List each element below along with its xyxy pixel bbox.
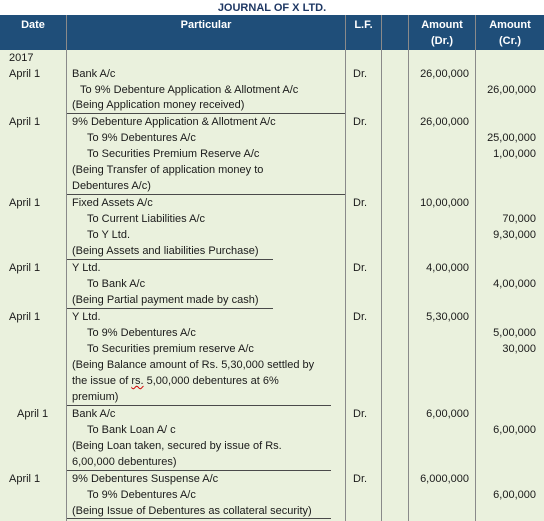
credit-amount: 26,00,000 bbox=[487, 84, 536, 96]
entry-line: To 9% Debentures A/c bbox=[87, 489, 196, 501]
header-lf: L.F. bbox=[354, 19, 373, 31]
entry-line: To Securities Premium Reserve A/c bbox=[87, 148, 260, 160]
entry-line: To Securities premium reserve A/c bbox=[87, 343, 254, 355]
entry-narration: (Being Transfer of application money to bbox=[72, 164, 264, 176]
header-date: Date bbox=[21, 19, 45, 31]
credit-amount: 25,00,000 bbox=[487, 132, 536, 144]
credit-amount: 5,00,000 bbox=[493, 327, 536, 339]
entry-line: Y Ltd. bbox=[72, 262, 101, 274]
entry-narration: Debentures A/c) bbox=[72, 180, 151, 192]
entry-line: To Y Ltd. bbox=[87, 229, 131, 241]
col-divider bbox=[381, 15, 382, 521]
dr-mark: Dr. bbox=[353, 311, 368, 323]
entry-narration: (Being Partial payment made by cash) bbox=[72, 294, 259, 306]
entry-narration bbox=[72, 373, 279, 389]
header-amount-cr bbox=[476, 15, 544, 50]
header-particular: Particular bbox=[180, 19, 232, 31]
credit-amount: 1,00,000 bbox=[493, 148, 536, 160]
journal-title: JOURNAL OF X LTD. bbox=[217, 2, 327, 14]
entry-line: To Bank A/c bbox=[87, 278, 146, 290]
credit-amount: 70,000 bbox=[502, 213, 536, 225]
dr-mark: Dr. bbox=[353, 473, 368, 485]
credit-amount: 4,00,000 bbox=[493, 278, 536, 290]
header-amount-dr-sub: (Dr.) bbox=[431, 35, 453, 47]
entry-narration: (Being Loan taken, secured by issue of Rs. bbox=[72, 440, 282, 452]
entry-line: Bank A/c bbox=[72, 68, 116, 80]
entry-narration: premium) bbox=[72, 391, 119, 403]
header-amount-cr-sub: (Cr.) bbox=[499, 35, 521, 47]
entry-narration: (Being Balance amount of Rs. 5,30,000 settled by bbox=[72, 359, 315, 371]
credit-amount: 6,00,000 bbox=[493, 424, 536, 436]
col-divider bbox=[345, 15, 346, 521]
debit-amount: 6,000,000 bbox=[420, 473, 469, 485]
entry-date: April 1 bbox=[9, 311, 41, 323]
entry-date: April 1 bbox=[9, 262, 41, 274]
entry-line: To 9% Debentures A/c bbox=[87, 132, 196, 144]
debit-amount: 26,00,000 bbox=[420, 68, 469, 80]
debit-amount: 6,00,000 bbox=[426, 408, 469, 420]
narration-part: 5,00,000 debentures at 6% bbox=[143, 375, 279, 387]
credit-amount: 9,30,000 bbox=[493, 229, 536, 241]
entry-line: Bank A/c bbox=[72, 408, 116, 420]
entry-line: 9% Debenture Application & Allotment A/c bbox=[72, 116, 276, 128]
entry-date: April 1 bbox=[9, 473, 41, 485]
entry-narration: 6,00,000 debentures) bbox=[72, 456, 177, 468]
credit-amount: 30,000 bbox=[502, 343, 536, 355]
entry-line: To 9% Debentures A/c bbox=[87, 327, 196, 339]
entry-line: 9% Debentures Suspense A/c bbox=[72, 473, 219, 485]
entry-date: April 1 bbox=[9, 68, 41, 80]
entry-narration: (Being Assets and liabilities Purchase) bbox=[72, 245, 259, 257]
table-header bbox=[0, 15, 544, 50]
spellcheck-flagged-word: rs. bbox=[131, 375, 144, 387]
debit-amount: 26,00,000 bbox=[420, 116, 469, 128]
year-label: 2017 bbox=[9, 52, 34, 64]
entry-date: April 1 bbox=[17, 408, 49, 420]
entry-date: April 1 bbox=[9, 197, 41, 209]
entry-line: Y Ltd. bbox=[72, 311, 101, 323]
header-amount-cr-label: Amount bbox=[489, 19, 531, 31]
debit-amount: 4,00,000 bbox=[426, 262, 469, 274]
dr-mark: Dr. bbox=[353, 197, 368, 209]
dr-mark: Dr. bbox=[353, 68, 368, 80]
dr-mark: Dr. bbox=[353, 116, 368, 128]
dr-mark: Dr. bbox=[353, 262, 368, 274]
entry-line: To Bank Loan A/ c bbox=[87, 424, 176, 436]
entry-line: To Current Liabilities A/c bbox=[87, 213, 205, 225]
header-amount-dr-label: Amount bbox=[421, 19, 463, 31]
dr-mark: Dr. bbox=[353, 408, 368, 420]
debit-amount: 10,00,000 bbox=[420, 197, 469, 209]
entry-narration: (Being Issue of Debentures as collateral security) bbox=[72, 505, 312, 517]
header-amount-dr bbox=[409, 15, 475, 50]
narration-part: the issue of bbox=[72, 375, 132, 387]
col-divider bbox=[66, 15, 67, 521]
entry-narration: (Being Application money received) bbox=[72, 99, 245, 111]
entry-date: April 1 bbox=[9, 116, 41, 128]
credit-amount: 6,00,000 bbox=[493, 489, 536, 501]
entry-line: To 9% Debenture Application & Allotment A/c bbox=[80, 84, 299, 96]
entry-line: Fixed Assets A/c bbox=[72, 197, 153, 209]
debit-amount: 5,30,000 bbox=[426, 311, 469, 323]
